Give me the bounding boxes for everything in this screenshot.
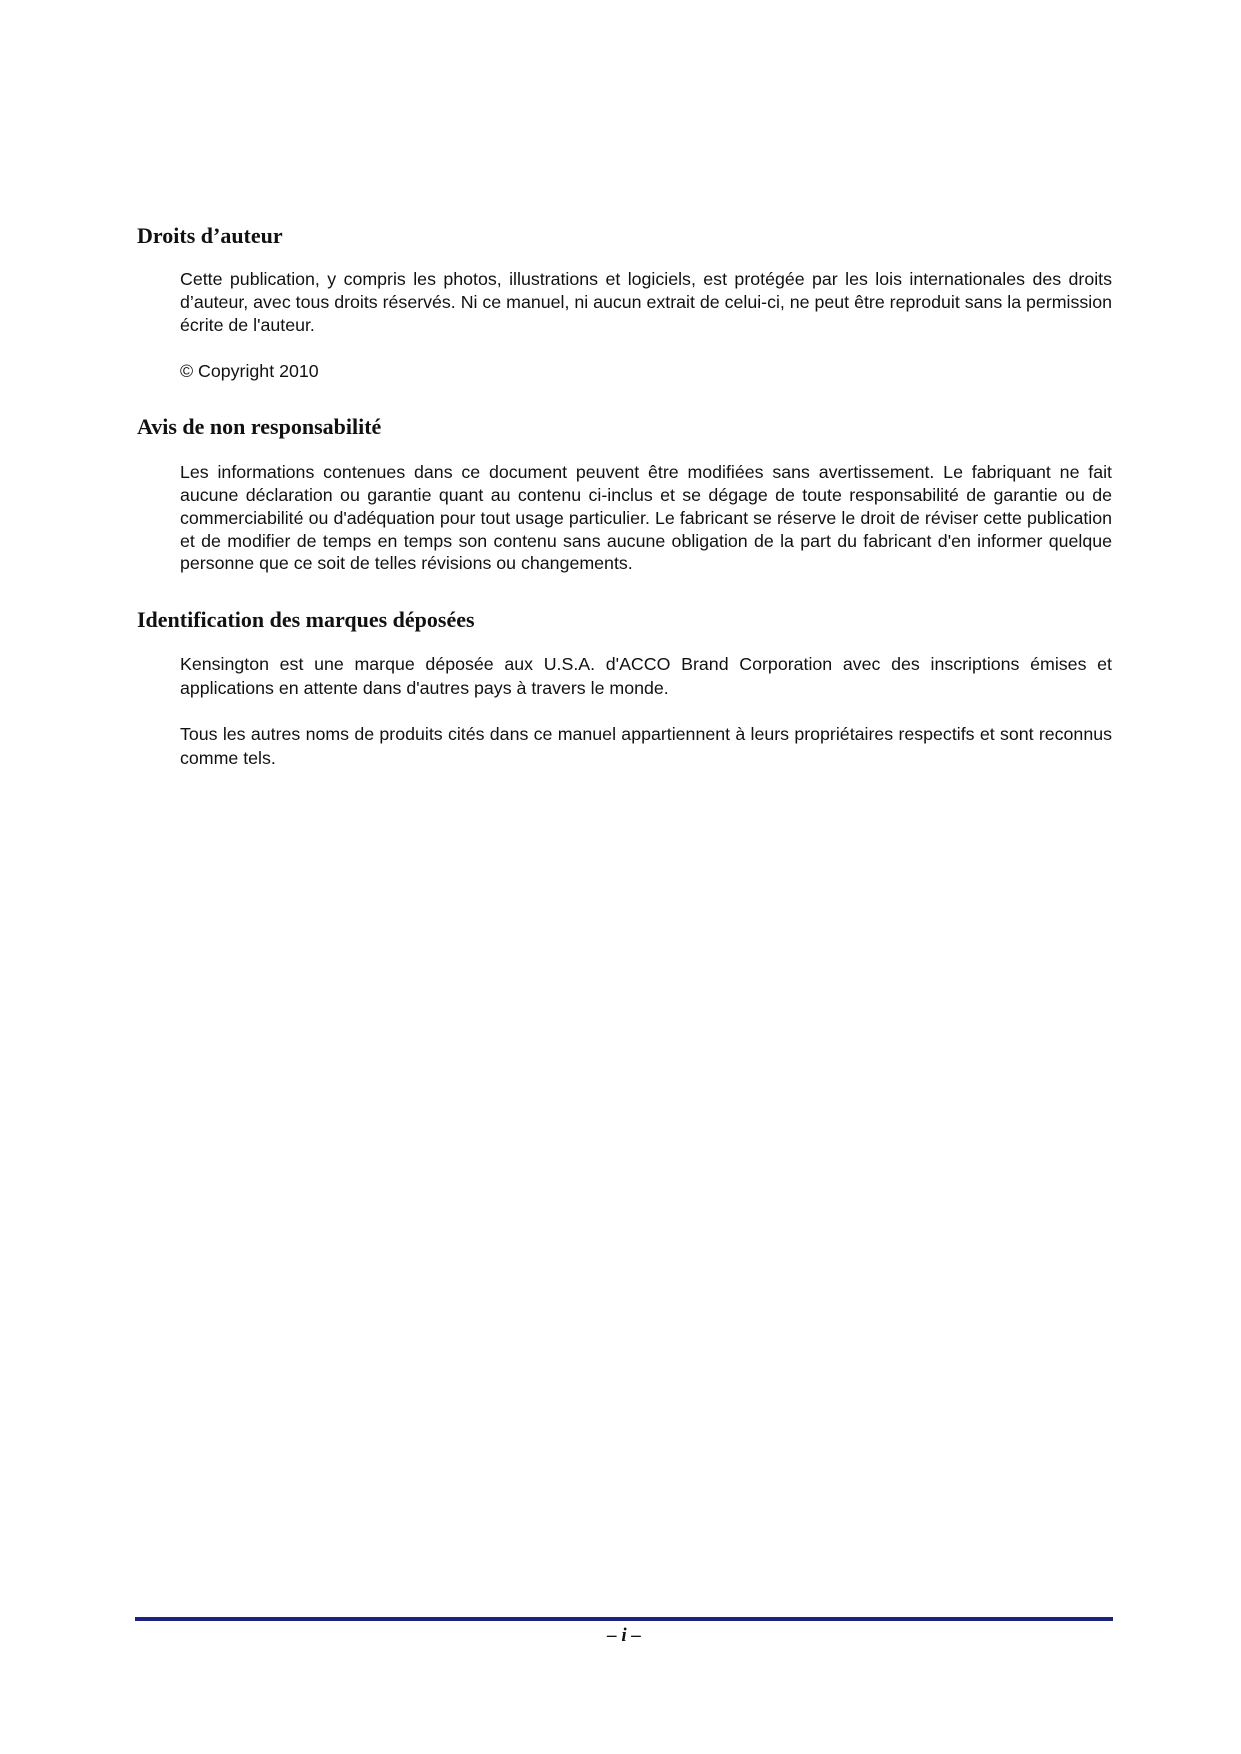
section-body xyxy=(180,652,1112,770)
page-number: – i – xyxy=(607,1625,641,1646)
page-content xyxy=(137,222,1112,770)
copyright-notice: © Copyright 2010 xyxy=(180,361,319,382)
disclaimer-paragraph: Les informations contenues dans ce document peuvent être modifiées sans avertissement. Le fabriquant ne fait aucune déclaration ou garantie quant au contenu ci-inclus et se dégage de toute responsabilité de garantie ou de commerciabilité ou d'adéquation pour tout usage particulier. Le fabricant se réserve le droit de réviser cette publication et de modifier de temps en temps son contenu sans aucune obligation de la part du fabricant d'en informer quelque personne que ce soit de telles révisions ou changements. xyxy=(180,462,1112,574)
trademarks-section xyxy=(137,606,1112,770)
section-heading: Identification des marques déposées xyxy=(137,607,475,633)
section-body xyxy=(180,268,1112,383)
trademark-paragraph: Tous les autres noms de produits cités dans ce manuel appartiennent à leurs propriétaires respectifs et sont reconnus comme tels. xyxy=(180,724,1112,769)
disclaimer-section xyxy=(137,413,1112,575)
section-body xyxy=(180,461,1112,575)
section-heading: Avis de non responsabilité xyxy=(137,414,382,440)
copyright-paragraph: Cette publication, y compris les photos, illustrations et logiciels, est protégée par les lois internationales des droits d’auteur, avec tous droits réservés. Ni ce manuel, ni aucun extrait de celui-ci, ne peut être reproduit sans la permission écrite de l'auteur. xyxy=(180,269,1113,335)
copyright-section xyxy=(137,222,1112,383)
trademark-paragraph: Kensington est une marque déposée aux U.S.A. d'ACCO Brand Corporation avec des inscriptions émises et applications en attente dans d'autres pays à travers le monde. xyxy=(180,654,1112,699)
footer-divider xyxy=(135,1617,1113,1621)
section-heading: Droits d’auteur xyxy=(137,223,283,248)
